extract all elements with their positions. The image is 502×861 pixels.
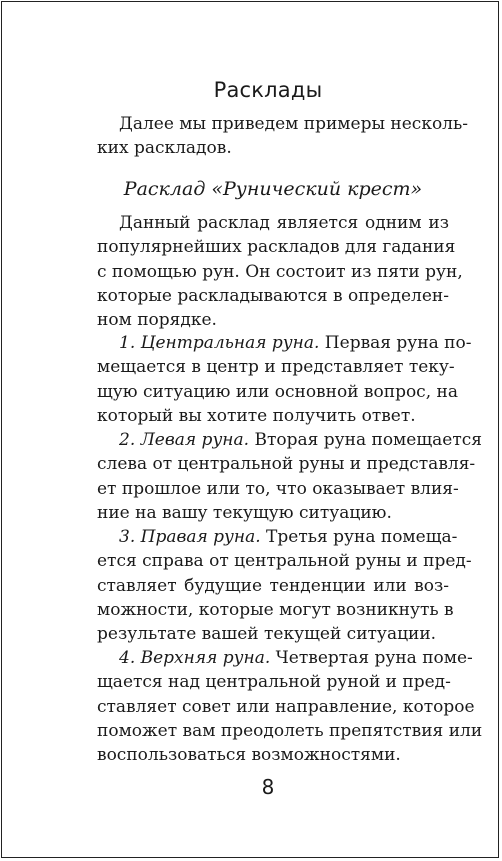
intro-paragraph xyxy=(97,112,468,161)
intro-line: Далее мы приведем примеры несколь- xyxy=(119,114,468,134)
item-line: можности, которые могут возникнуть в xyxy=(97,599,454,620)
item-label: 1. Центральная руна. xyxy=(119,333,320,353)
item-text: Первая руна по- xyxy=(319,333,472,353)
item-left-rune xyxy=(97,428,482,525)
section-subheading: Расклад «Рунический крест» xyxy=(123,178,423,200)
paragraph-line: Данный расклад является одним из xyxy=(119,213,449,233)
item-top-rune xyxy=(97,646,483,767)
paragraph-line: ном порядке. xyxy=(97,310,217,331)
item-line: ется справа от центральной руны и пред- xyxy=(97,551,472,572)
item-central-rune xyxy=(97,331,472,428)
item-label: 3. Правая руна. xyxy=(119,527,261,547)
page-heading: Расклады xyxy=(213,78,323,102)
item-line: щается над центральной руной и пред- xyxy=(97,672,451,693)
item-label: 4. Верхняя руна. xyxy=(119,648,271,668)
item-first-line xyxy=(97,525,458,549)
item-line: поможет вам преодолеть препятствия или xyxy=(97,720,483,741)
item-line: результате вашей текущей ситуации. xyxy=(97,624,437,645)
item-first-line xyxy=(97,428,482,452)
intro-line: ких раскладов. xyxy=(97,138,232,159)
item-first-line xyxy=(97,331,472,355)
item-first-line xyxy=(97,646,473,670)
paragraph-line: с помощью рун. Он состоит из пяти рун, xyxy=(97,261,463,282)
item-text: Вторая руна помещается xyxy=(249,430,482,450)
item-text: Четвертая руна поме- xyxy=(270,648,473,668)
item-text: Третья руна помеща- xyxy=(260,527,458,547)
item-right-rune xyxy=(97,525,472,646)
item-label: 2. Левая руна. xyxy=(119,430,250,450)
item-line: ние на вашу текущую ситуацию. xyxy=(97,502,392,523)
item-line: слева от центральной руны и представля- xyxy=(97,454,476,475)
item-line: щую ситуацию или основной вопрос, на xyxy=(97,381,458,402)
paragraph-line: которые раскладываются в определен- xyxy=(97,285,449,306)
item-line: воспользоваться возможностями. xyxy=(97,745,401,766)
item-line: ет прошлое или то, что оказывает влия- xyxy=(97,478,459,499)
page-number: 8 xyxy=(261,775,275,799)
item-line: ставляет будущие тенденции или воз- xyxy=(97,575,449,596)
item-line: который вы хотите получить ответ. xyxy=(97,405,416,426)
item-line: ставляет совет или направление, которое xyxy=(97,696,475,717)
paragraph-description xyxy=(97,211,463,332)
paragraph-line: популярнейших раскладов для гадания xyxy=(97,237,456,258)
item-line: мещается в центр и представляет теку- xyxy=(97,357,455,378)
